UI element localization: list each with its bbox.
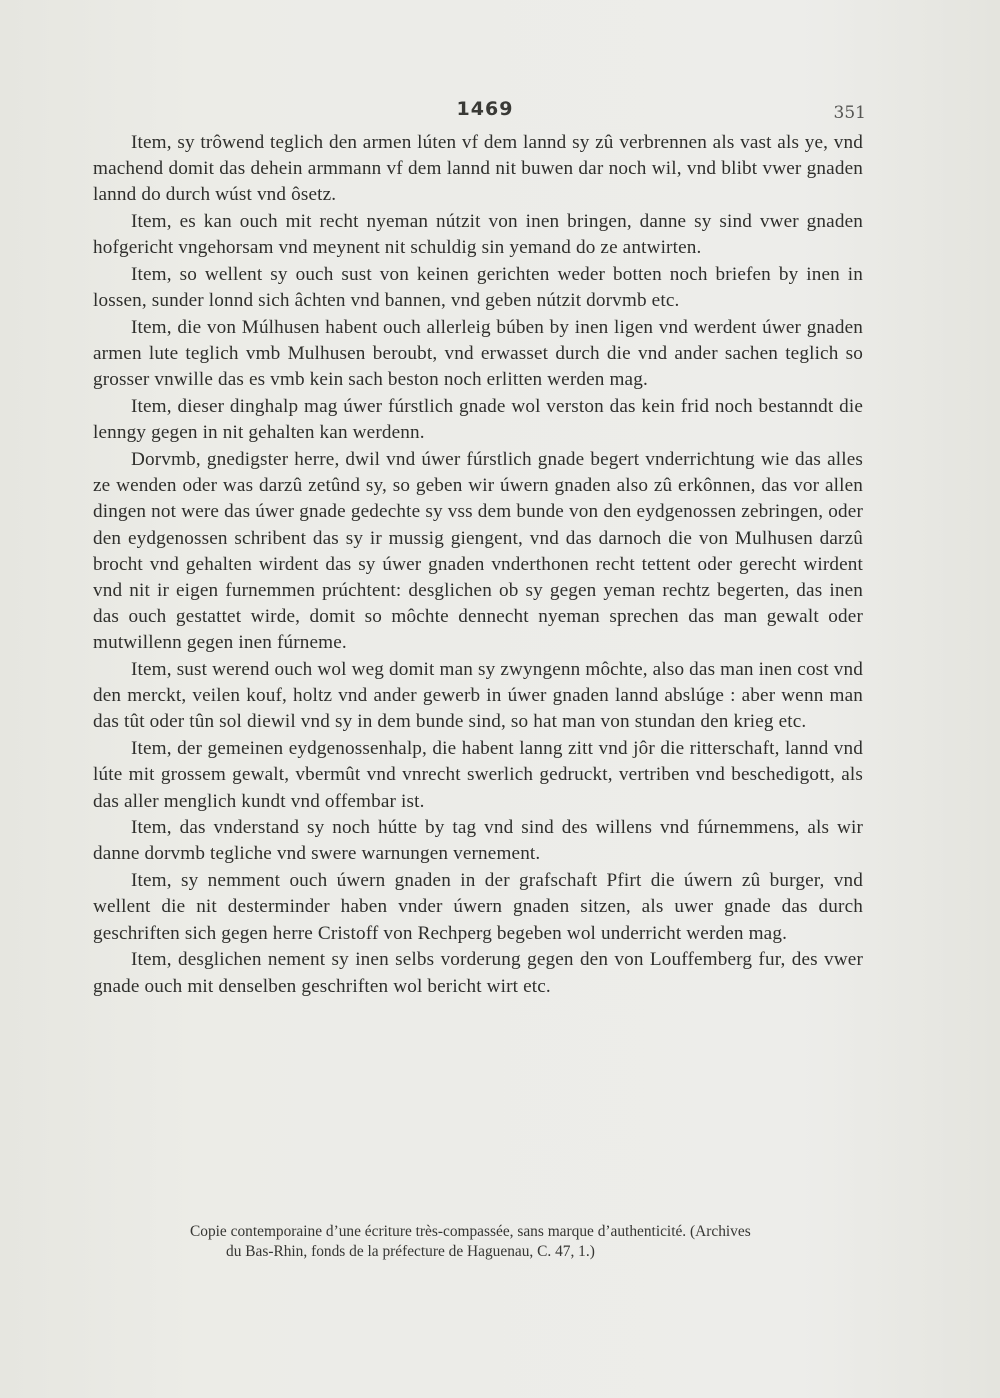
paragraph-3: Item, so wellent sy ouch sust von keinen gerichten weder botten noch briefen by inen in lossen, sunder lonnd sich âchten vnd bannen, vnd geben nútzit dorvmb etc. [93, 264, 863, 312]
main-text [93, 130, 863, 1000]
running-head-year: 1469 [456, 98, 514, 120]
source-note-line-1: Copie contemporaine d’une écriture très-compassée, sans marque d’authenticité. (Archives [190, 1223, 751, 1240]
page-number: 351 [833, 103, 866, 123]
paragraph-11: Item, desglichen nement sy inen selbs vorderung gegen den von Louffemberg fur, des vwer gnade ouch mit denselben geschriften wol bericht wirt etc. [93, 949, 863, 997]
paragraph-8: Item, der gemeinen eydgenossenhalp, die habent lanng zitt vnd jôr die ritterschaft, lannd vnd lúte mit grossem gewalt, vbermût vnd vnrecht swerlich gedruckt, vertriben vnd beschedigott, als das aller menglich kundt vnd offembar ist. [93, 738, 863, 812]
paragraph-2: Item, es kan ouch mit recht nyeman nútzit von inen bringen, danne sy sind vwer gnaden hofgericht vngehorsam vnd meynent nit schuldig sin yemand do ze antwirten. [93, 211, 863, 259]
page-header [90, 98, 880, 128]
paragraph-5: Item, dieser dinghalp mag úwer fúrstlich gnade wol verston das kein frid noch bestanndt die lenngy gegen in nit gehalten kan werdenn. [93, 396, 863, 444]
paragraph-1: Item, sy trôwend teglich den armen lúten vf dem lannd sy zû verbrennen als vast als ye, vnd machend domit das dehein armmann vf dem lannd nit buwen dar noch wil, vnd blibt vwer gnaden lannd do durch wúst vnd ôsetz. [93, 132, 863, 206]
paragraph-4: Item, die von Múlhusen habent ouch allerleig búben by inen ligen vnd werdent úwer gnaden armen lute teglich vmb Mulhusen beroubt, vnd erwasset durch die vnd ander sachen teglich so grosser vnwille das es vmb kein sach beston noch erlitten werden mag. [93, 316, 863, 391]
source-note-line-2: du Bas-Rhin, fonds de la préfecture de Haguenau, C. 47, 1.) [226, 1243, 595, 1260]
paragraph-7: Item, sust werend ouch wol weg domit man sy zwyngenn môchte, also das man inen cost vnd den merckt, veilen kouf, holtz vnd ander gewerb in úwer gnaden lannd abslúge : aber wenn man das tût oder tûn sol diewil vnd sy in dem bunde sind, so hat man von stundan den krieg etc. [93, 659, 863, 733]
source-note [190, 1222, 865, 1262]
paragraph-9: Item, das vnderstand sy noch hútte by tag vnd sind des willens vnd fúrnemmens, als wir danne dorvmb tegliche vnd swere warnungen vernement. [93, 817, 863, 865]
paragraph-10: Item, sy nemment ouch úwern gnaden in der grafschaft Pfirt die úwern zû burger, vnd wellent die nit desterminder haben vnder úwern gnaden sitzen, als uwer gnade das durch geschriften sich gegen herre Cristoff von Rechperg begeben wol underricht werden mag. [93, 870, 863, 944]
paragraph-6: Dorvmb, gnedigster herre, dwil vnd úwer fúrstlich gnade begert vnderrichtung wie das alles ze wenden oder was darzû zetûnd sy, so geben wir úwern gnaden also zû erkônnen, das vor allen dingen not were das úwer gnade gedechte sy vss dem bunde von den eydgenossen zebringen, oder den eydgenossen schribent das sy ir mussig giengent, vnd das darnoch die von Mulhusen darzû brocht vnd gehalten wirdent das sy úwer gnaden vnderthonen recht tettent oder gerecht wirdent vnd nit ir eigen furnemmen prúchtent: desglichen ob sy gegen yeman rechtz begerten, das inen das ouch gestattet wirde, domit so môchte dennecht nyeman sprechen das man gewalt oder mutwillenn gegen inen fúrneme. [93, 448, 863, 654]
